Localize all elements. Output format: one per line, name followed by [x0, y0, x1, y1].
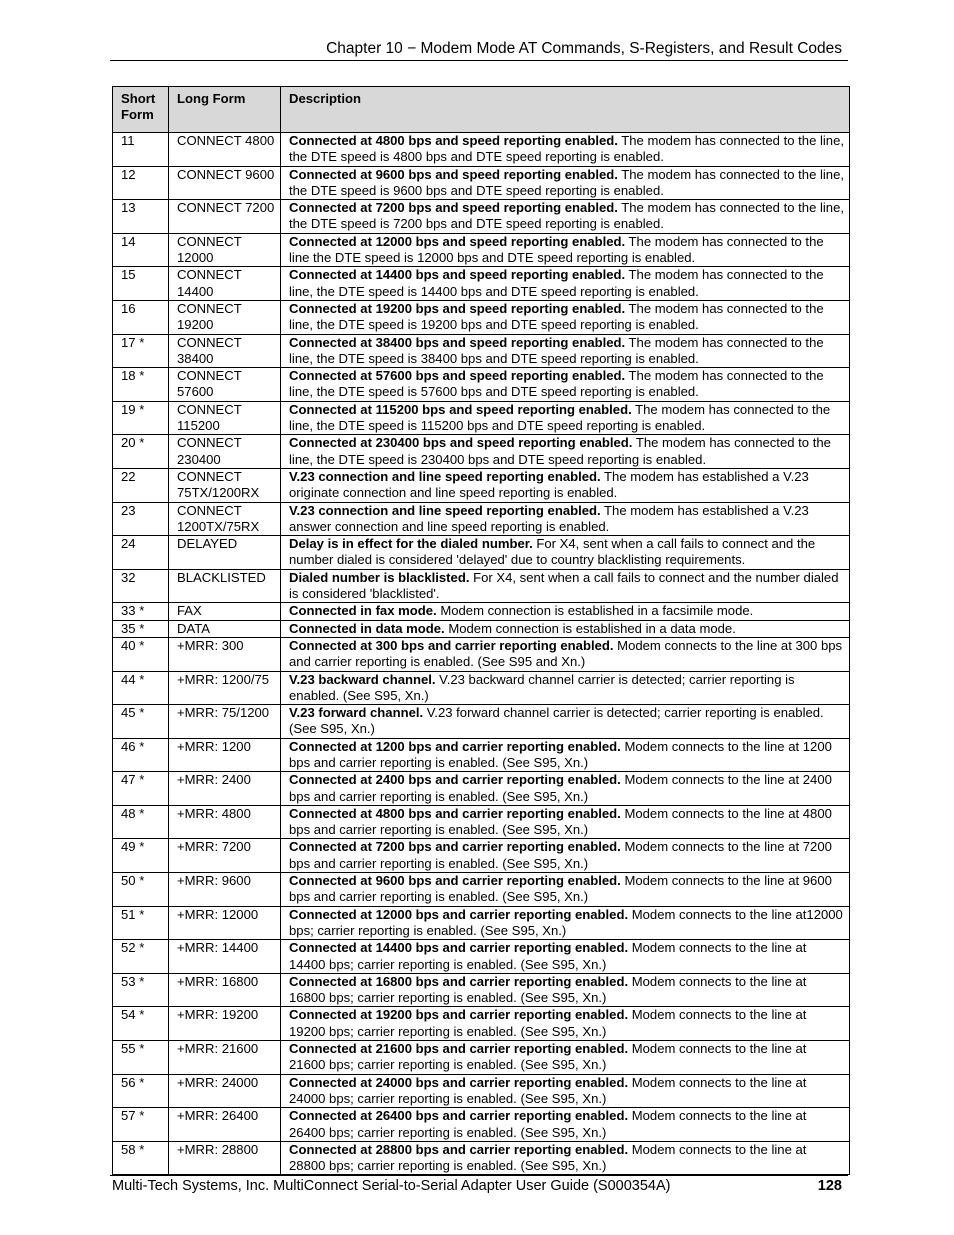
- description-text: V.23 forward channel carrier is detected; carrier reporting is enabled. (See S95, Xn.): [289, 705, 824, 737]
- short-form-cell: 49 *: [113, 839, 169, 873]
- short-form-cell: 56 *: [113, 1074, 169, 1108]
- description-cell: [281, 1141, 850, 1175]
- description-text: The modem has established a V.23 originate connection and line speed reporting is enabled.: [289, 468, 809, 501]
- description-title: V.23 connection and line speed reporting enabled.: [289, 502, 601, 518]
- description-cell: [281, 839, 850, 873]
- long-form-cell: CONNECT 1200TX/75RX: [169, 502, 281, 536]
- table-row: [113, 772, 850, 806]
- description-text: The modem has connected to the line, the DTE speed is 4800 bps and DTE speed reporting is enabled.: [289, 133, 845, 165]
- description-text: Modem connection is established in a facsimile mode.: [436, 603, 754, 619]
- long-form-cell: +MRR: 1200/75: [169, 671, 281, 705]
- description-text: Modem connects to the line at 19200 bps; carrier reporting is enabled. (See S95, Xn.): [289, 1007, 807, 1039]
- table-row: [113, 705, 850, 739]
- description-text: Modem connects to the line at 16800 bps; carrier reporting is enabled. (See S95, Xn.): [289, 973, 807, 1006]
- long-form-cell: BLACKLISTED: [169, 569, 281, 603]
- long-form-cell: CONNECT 7200: [169, 200, 281, 234]
- description-cell: [281, 620, 850, 637]
- table-row: [113, 637, 850, 671]
- description-title: V.23 backward channel.: [289, 671, 436, 687]
- long-form-cell: CONNECT 115200: [169, 401, 281, 435]
- short-form-cell: 14: [113, 233, 169, 267]
- description-title: Connected at 2400 bps and carrier reporting enabled.: [289, 772, 621, 788]
- description-title: Connected at 300 bps and carrier reporting enabled.: [289, 637, 614, 653]
- short-form-cell: 45 *: [113, 705, 169, 739]
- table-row: [113, 569, 850, 603]
- header-divider: [110, 60, 848, 61]
- description-title: Connected at 4800 bps and speed reporting enabled.: [289, 133, 618, 148]
- long-form-cell: +MRR: 16800: [169, 973, 281, 1007]
- description-text: Modem connects to the line at 7200 bps and carrier reporting is enabled. (See S95, Xn.): [289, 839, 832, 871]
- short-form-cell: 57 *: [113, 1108, 169, 1142]
- long-form-cell: CONNECT 230400: [169, 435, 281, 469]
- description-title: Connected at 21600 bps and carrier reporting enabled.: [289, 1041, 629, 1057]
- description-text: Modem connects to the line at 28800 bps; carrier reporting is enabled. (See S95, Xn.): [289, 1141, 807, 1174]
- description-title: V.23 forward channel.: [289, 705, 424, 721]
- description-text: Modem connects to the line at 4800 bps and carrier reporting is enabled. (See S95, Xn.): [289, 805, 832, 838]
- description-text: Modem connects to the line at 1200 bps and carrier reporting is enabled. (See S95, Xn.): [289, 738, 832, 770]
- description-cell: [281, 603, 850, 620]
- long-form-cell: +MRR: 19200: [169, 1007, 281, 1041]
- table-row: [113, 603, 850, 620]
- footer-divider: [110, 1175, 848, 1176]
- description-title: Connected at 12000 bps and speed reporting enabled.: [289, 233, 626, 249]
- table-row: [113, 940, 850, 974]
- description-title: Connected in fax mode.: [289, 603, 437, 619]
- short-form-cell: 24: [113, 536, 169, 570]
- short-form-cell: 54 *: [113, 1007, 169, 1041]
- description-title: Connected at 9600 bps and carrier reporting enabled.: [289, 873, 621, 889]
- description-title: Connected at 12000 bps and carrier reporting enabled.: [289, 906, 629, 922]
- short-form-cell: 50 *: [113, 873, 169, 907]
- column-header-short-form: Short Form: [113, 87, 169, 133]
- description-cell: [281, 133, 850, 167]
- table-row: [113, 267, 850, 301]
- description-cell: [281, 502, 850, 536]
- description-text: Modem connects to the line at 24000 bps; carrier reporting is enabled. (See S95, Xn.): [289, 1074, 807, 1106]
- description-cell: [281, 873, 850, 907]
- short-form-cell: 20 *: [113, 435, 169, 469]
- description-cell: [281, 973, 850, 1007]
- long-form-cell: CONNECT 12000: [169, 233, 281, 267]
- long-form-cell: +MRR: 28800: [169, 1141, 281, 1175]
- description-text: The modem has connected to the line, the DTE speed is 14400 bps and DTE speed reporting is enabled.: [289, 267, 824, 299]
- table-row: [113, 233, 850, 267]
- description-text: The modem has connected to the line the DTE speed is 12000 bps and DTE speed reporting is enabled.: [289, 233, 824, 266]
- long-form-cell: DATA: [169, 620, 281, 637]
- table-row: [113, 536, 850, 570]
- table-row: [113, 133, 850, 167]
- table-row: [113, 671, 850, 705]
- description-title: Connected at 7200 bps and carrier reporting enabled.: [289, 839, 621, 855]
- description-title: Connected at 26400 bps and carrier reporting enabled.: [289, 1108, 629, 1124]
- description-cell: [281, 233, 850, 267]
- table-row: [113, 738, 850, 772]
- description-title: Delay is in effect for the dialed number.: [289, 536, 533, 552]
- table-header-row: [113, 87, 850, 133]
- description-text: The modem has connected to the line, the DTE speed is 230400 bps and DTE speed reporting is enabled.: [289, 435, 831, 467]
- long-form-cell: CONNECT 9600: [169, 166, 281, 200]
- short-form-cell: 55 *: [113, 1041, 169, 1075]
- long-form-cell: CONNECT 14400: [169, 267, 281, 301]
- description-title: Connected at 19200 bps and carrier reporting enabled.: [289, 1007, 629, 1023]
- description-title: Connected at 230400 bps and speed reporting enabled.: [289, 435, 633, 451]
- description-title: Connected at 24000 bps and carrier reporting enabled.: [289, 1074, 629, 1090]
- description-text: Modem connects to the line at 21600 bps; carrier reporting is enabled. (See S95, Xn.): [289, 1041, 807, 1073]
- long-form-cell: +MRR: 7200: [169, 839, 281, 873]
- long-form-cell: +MRR: 26400: [169, 1108, 281, 1142]
- short-form-cell: 47 *: [113, 772, 169, 806]
- table-row: [113, 839, 850, 873]
- long-form-cell: +MRR: 24000: [169, 1074, 281, 1108]
- table-row: [113, 401, 850, 435]
- description-text: Modem connects to the line at 26400 bps; carrier reporting is enabled. (See S95, Xn.): [289, 1108, 807, 1140]
- table-row: [113, 502, 850, 536]
- short-form-cell: 18 *: [113, 368, 169, 402]
- long-form-cell: +MRR: 9600: [169, 873, 281, 907]
- long-form-cell: +MRR: 300: [169, 637, 281, 671]
- description-title: V.23 connection and line speed reporting enabled.: [289, 468, 601, 484]
- table-row: [113, 620, 850, 637]
- description-cell: [281, 1108, 850, 1142]
- description-cell: [281, 1074, 850, 1108]
- table-row: [113, 1141, 850, 1175]
- short-form-cell: 53 *: [113, 973, 169, 1007]
- short-form-cell: 51 *: [113, 906, 169, 940]
- short-form-cell: 35 *: [113, 620, 169, 637]
- table-row: [113, 1007, 850, 1041]
- long-form-cell: CONNECT 75TX/1200RX: [169, 468, 281, 502]
- description-cell: [281, 300, 850, 334]
- column-header-description: Description: [281, 87, 850, 133]
- table-row: [113, 334, 850, 368]
- short-form-cell: 11: [113, 133, 169, 167]
- description-text: Modem connects to the line at 300 bps and carrier reporting is enabled. (See S95 and Xn.): [289, 637, 843, 670]
- table-row: [113, 906, 850, 940]
- description-cell: [281, 200, 850, 234]
- description-cell: [281, 940, 850, 974]
- chapter-header: Chapter 10 − Modem Mode AT Commands, S-Registers, and Result Codes: [326, 40, 842, 57]
- description-text: For X4, sent when a call fails to connect and the number dialed is considered 'blacklisted'.: [289, 569, 839, 602]
- short-form-cell: 33 *: [113, 603, 169, 620]
- long-form-cell: +MRR: 1200: [169, 738, 281, 772]
- long-form-cell: CONNECT 4800: [169, 133, 281, 167]
- description-text: Modem connects to the line at 2400 bps and carrier reporting is enabled. (See S95, Xn.): [289, 772, 832, 804]
- long-form-cell: +MRR: 21600: [169, 1041, 281, 1075]
- short-form-cell: 15: [113, 267, 169, 301]
- long-form-cell: FAX: [169, 603, 281, 620]
- description-cell: [281, 906, 850, 940]
- long-form-cell: CONNECT 19200: [169, 300, 281, 334]
- result-codes-table: [112, 86, 850, 1175]
- description-text: For X4, sent when a call fails to connect and the number dialed is considered 'delayed' due to country blacklisting requirements.: [289, 536, 816, 568]
- long-form-cell: +MRR: 2400: [169, 772, 281, 806]
- long-form-cell: +MRR: 75/1200: [169, 705, 281, 739]
- table-row: [113, 435, 850, 469]
- description-title: Connected at 1200 bps and carrier reporting enabled.: [289, 738, 621, 754]
- short-form-cell: 48 *: [113, 805, 169, 839]
- table-row: [113, 468, 850, 502]
- long-form-cell: DELAYED: [169, 536, 281, 570]
- column-header-long-form: Long Form: [169, 87, 281, 133]
- table-row: [113, 200, 850, 234]
- description-title: Connected at 38400 bps and speed reporting enabled.: [289, 334, 626, 350]
- long-form-cell: +MRR: 12000: [169, 906, 281, 940]
- description-title: Connected at 14400 bps and speed reporting enabled.: [289, 267, 626, 283]
- description-cell: [281, 368, 850, 402]
- table-row: [113, 1074, 850, 1108]
- description-text: The modem has connected to the line, the DTE speed is 38400 bps and DTE speed reporting is enabled.: [289, 334, 824, 366]
- description-text: The modem has established a V.23 answer connection and line speed reporting is enabled.: [289, 502, 809, 534]
- long-form-cell: CONNECT 57600: [169, 368, 281, 402]
- description-cell: [281, 401, 850, 435]
- short-form-cell: 52 *: [113, 940, 169, 974]
- table-row: [113, 1041, 850, 1075]
- short-form-cell: 46 *: [113, 738, 169, 772]
- description-text: The modem has connected to the line, the DTE speed is 7200 bps and DTE speed reporting is enabled.: [289, 200, 845, 232]
- description-cell: [281, 671, 850, 705]
- description-cell: [281, 267, 850, 301]
- short-form-cell: 40 *: [113, 637, 169, 671]
- long-form-cell: +MRR: 14400: [169, 940, 281, 974]
- short-form-cell: 17 *: [113, 334, 169, 368]
- page-number: 128: [817, 1178, 842, 1194]
- description-cell: [281, 569, 850, 603]
- description-title: Connected at 115200 bps and speed reporting enabled.: [289, 401, 632, 417]
- description-title: Connected at 7200 bps and speed reporting enabled.: [289, 200, 618, 216]
- short-form-cell: 32: [113, 569, 169, 603]
- short-form-cell: 44 *: [113, 671, 169, 705]
- description-cell: [281, 166, 850, 200]
- description-text: Modem connects to the line at12000 bps; carrier reporting is enabled. (See S95, Xn.): [289, 906, 843, 938]
- description-cell: [281, 772, 850, 806]
- short-form-cell: 23: [113, 502, 169, 536]
- description-title: Connected at 9600 bps and speed reporting enabled.: [289, 166, 618, 182]
- description-text: Modem connects to the line at 14400 bps; carrier reporting is enabled. (See S95, Xn.): [289, 940, 807, 972]
- description-title: Connected at 57600 bps and speed reporting enabled.: [289, 368, 626, 384]
- description-cell: [281, 536, 850, 570]
- table-row: [113, 368, 850, 402]
- description-title: Connected at 4800 bps and carrier reporting enabled.: [289, 805, 621, 821]
- description-cell: [281, 637, 850, 671]
- short-form-cell: 58 *: [113, 1141, 169, 1175]
- description-cell: [281, 334, 850, 368]
- description-cell: [281, 738, 850, 772]
- description-cell: [281, 435, 850, 469]
- description-title: Dialed number is blacklisted.: [289, 569, 470, 585]
- description-text: The modem has connected to the line, the DTE speed is 9600 bps and DTE speed reporting is enabled.: [289, 166, 845, 198]
- description-title: Connected at 16800 bps and carrier reporting enabled.: [289, 973, 629, 989]
- table-row: [113, 873, 850, 907]
- short-form-cell: 12: [113, 166, 169, 200]
- description-text: The modem has connected to the line, the DTE speed is 19200 bps and DTE speed reporting is enabled.: [289, 300, 824, 333]
- description-cell: [281, 805, 850, 839]
- description-title: Connected in data mode.: [289, 620, 445, 636]
- table-row: [113, 973, 850, 1007]
- table-row: [113, 805, 850, 839]
- short-form-cell: 19 *: [113, 401, 169, 435]
- short-form-cell: 16: [113, 300, 169, 334]
- description-cell: [281, 1007, 850, 1041]
- description-title: Connected at 14400 bps and carrier reporting enabled.: [289, 940, 629, 956]
- description-text: The modem has connected to the line, the DTE speed is 115200 bps and DTE speed reporting is enabled.: [289, 401, 831, 434]
- description-title: Connected at 19200 bps and speed reporting enabled.: [289, 300, 626, 316]
- footer-text: Multi-Tech Systems, Inc. MultiConnect Serial-to-Serial Adapter User Guide (S000354A): [112, 1178, 671, 1194]
- description-text: Modem connection is established in a data mode.: [444, 620, 736, 636]
- description-cell: [281, 468, 850, 502]
- description-cell: [281, 1041, 850, 1075]
- description-text: The modem has connected to the line, the DTE speed is 57600 bps and DTE speed reporting is enabled.: [289, 368, 824, 400]
- short-form-cell: 22: [113, 468, 169, 502]
- description-text: Modem connects to the line at 9600 bps and carrier reporting is enabled. (See S95, Xn.): [289, 873, 832, 905]
- description-title: Connected at 28800 bps and carrier reporting enabled.: [289, 1141, 629, 1157]
- short-form-cell: 13: [113, 200, 169, 234]
- long-form-cell: +MRR: 4800: [169, 805, 281, 839]
- table-row: [113, 166, 850, 200]
- description-cell: [281, 705, 850, 739]
- long-form-cell: CONNECT 38400: [169, 334, 281, 368]
- description-text: V.23 backward channel carrier is detected; carrier reporting is enabled. (See S95, Xn.): [289, 671, 795, 703]
- table-row: [113, 300, 850, 334]
- table-row: [113, 1108, 850, 1142]
